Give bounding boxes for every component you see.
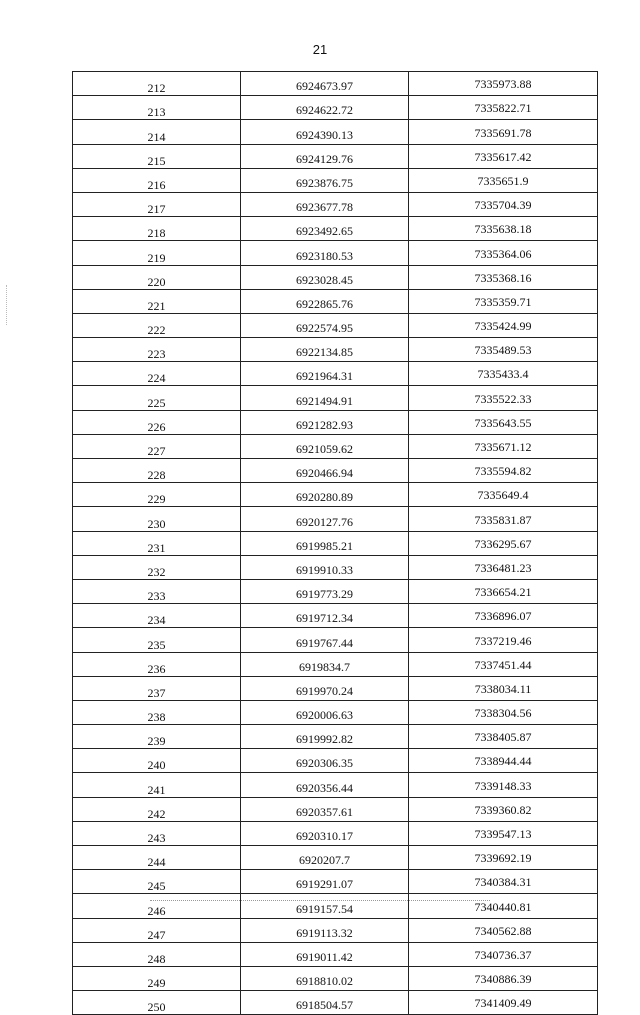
x-coordinate-cell: 6919113.32	[241, 918, 409, 942]
point-number-cell: 230	[73, 507, 241, 531]
y-coordinate-cell: 7335424.99	[409, 313, 598, 337]
x-coordinate-cell: 6923180.53	[241, 241, 409, 265]
table-row	[73, 386, 598, 410]
table-row	[73, 265, 598, 289]
y-coordinate-cell: 7339148.33	[409, 773, 598, 797]
y-coordinate-cell: 7338944.44	[409, 749, 598, 773]
table-row	[73, 676, 598, 700]
x-coordinate-cell: 6920006.63	[241, 700, 409, 724]
table-row	[73, 338, 598, 362]
table-row	[73, 604, 598, 628]
coordinates-table-body	[73, 72, 598, 1015]
table-row	[73, 459, 598, 483]
x-coordinate-cell: 6923492.65	[241, 217, 409, 241]
coordinates-table	[72, 71, 598, 1015]
y-coordinate-cell: 7335691.78	[409, 120, 598, 144]
point-number-cell: 234	[73, 604, 241, 628]
y-coordinate-cell: 7338034.11	[409, 676, 598, 700]
point-number-cell: 216	[73, 168, 241, 192]
point-number-cell: 229	[73, 483, 241, 507]
table-row	[73, 289, 598, 313]
y-coordinate-cell: 7339547.13	[409, 821, 598, 845]
y-coordinate-cell: 7339692.19	[409, 846, 598, 870]
point-number-cell: 224	[73, 362, 241, 386]
point-number-cell: 225	[73, 386, 241, 410]
x-coordinate-cell: 6919767.44	[241, 628, 409, 652]
table-row	[73, 531, 598, 555]
table-row	[73, 846, 598, 870]
page-number: 21	[312, 42, 328, 57]
point-number-cell: 213	[73, 96, 241, 120]
y-coordinate-cell: 7335594.82	[409, 459, 598, 483]
point-number-cell: 223	[73, 338, 241, 362]
point-number-cell: 245	[73, 870, 241, 894]
point-number-cell: 240	[73, 749, 241, 773]
y-coordinate-cell: 7335822.71	[409, 96, 598, 120]
table-row	[73, 773, 598, 797]
table-row	[73, 96, 598, 120]
x-coordinate-cell: 6919834.7	[241, 652, 409, 676]
point-number-cell: 231	[73, 531, 241, 555]
table-row	[73, 144, 598, 168]
point-number-cell: 236	[73, 652, 241, 676]
x-coordinate-cell: 6922574.95	[241, 313, 409, 337]
y-coordinate-cell: 7335364.06	[409, 241, 598, 265]
y-coordinate-cell: 7335831.87	[409, 507, 598, 531]
x-coordinate-cell: 6923876.75	[241, 168, 409, 192]
point-number-cell: 212	[73, 72, 241, 96]
point-number-cell: 214	[73, 120, 241, 144]
y-coordinate-cell: 7338405.87	[409, 725, 598, 749]
y-coordinate-cell: 7335649.4	[409, 483, 598, 507]
point-number-cell: 218	[73, 217, 241, 241]
x-coordinate-cell: 6920466.94	[241, 459, 409, 483]
margin-mark	[6, 285, 17, 325]
point-number-cell: 221	[73, 289, 241, 313]
table-row	[73, 894, 598, 918]
y-coordinate-cell: 7339360.82	[409, 797, 598, 821]
point-number-cell: 232	[73, 555, 241, 579]
x-coordinate-cell: 6924673.97	[241, 72, 409, 96]
point-number-cell: 222	[73, 313, 241, 337]
table-row	[73, 313, 598, 337]
point-number-cell: 246	[73, 894, 241, 918]
table-row	[73, 507, 598, 531]
x-coordinate-cell: 6920310.17	[241, 821, 409, 845]
y-coordinate-cell: 7340562.88	[409, 918, 598, 942]
point-number-cell: 243	[73, 821, 241, 845]
point-number-cell: 241	[73, 773, 241, 797]
x-coordinate-cell: 6921282.93	[241, 410, 409, 434]
y-coordinate-cell: 7335651.9	[409, 168, 598, 192]
point-number-cell: 220	[73, 265, 241, 289]
y-coordinate-cell: 7340736.37	[409, 942, 598, 966]
point-number-cell: 242	[73, 797, 241, 821]
point-number-cell: 233	[73, 579, 241, 603]
x-coordinate-cell: 6922865.76	[241, 289, 409, 313]
table-row	[73, 628, 598, 652]
point-number-cell: 238	[73, 700, 241, 724]
x-coordinate-cell: 6921059.62	[241, 434, 409, 458]
x-coordinate-cell: 6922134.85	[241, 338, 409, 362]
y-coordinate-cell: 7335643.55	[409, 410, 598, 434]
table-row	[73, 72, 598, 96]
point-number-cell: 217	[73, 192, 241, 216]
table-row	[73, 966, 598, 990]
point-number-cell: 228	[73, 459, 241, 483]
y-coordinate-cell: 7335368.16	[409, 265, 598, 289]
x-coordinate-cell: 6918810.02	[241, 966, 409, 990]
table-row	[73, 749, 598, 773]
table-row	[73, 797, 598, 821]
y-coordinate-cell: 7336896.07	[409, 604, 598, 628]
x-coordinate-cell: 6919970.24	[241, 676, 409, 700]
x-coordinate-cell: 6921494.91	[241, 386, 409, 410]
point-number-cell: 226	[73, 410, 241, 434]
x-coordinate-cell: 6919773.29	[241, 579, 409, 603]
point-number-cell: 248	[73, 942, 241, 966]
x-coordinate-cell: 6923677.78	[241, 192, 409, 216]
x-coordinate-cell: 6920280.89	[241, 483, 409, 507]
x-coordinate-cell: 6919992.82	[241, 725, 409, 749]
y-coordinate-cell: 7335522.33	[409, 386, 598, 410]
point-number-cell: 247	[73, 918, 241, 942]
y-coordinate-cell: 7335704.39	[409, 192, 598, 216]
y-coordinate-cell: 7335359.71	[409, 289, 598, 313]
table-row	[73, 217, 598, 241]
point-number-cell: 235	[73, 628, 241, 652]
y-coordinate-cell: 7340440.81	[409, 894, 598, 918]
x-coordinate-cell: 6921964.31	[241, 362, 409, 386]
y-coordinate-cell: 7335973.88	[409, 72, 598, 96]
x-coordinate-cell: 6924390.13	[241, 120, 409, 144]
x-coordinate-cell: 6919157.54	[241, 894, 409, 918]
table-row	[73, 870, 598, 894]
table-row	[73, 483, 598, 507]
y-coordinate-cell: 7336654.21	[409, 579, 598, 603]
x-coordinate-cell: 6924129.76	[241, 144, 409, 168]
y-coordinate-cell: 7341409.49	[409, 991, 598, 1015]
x-coordinate-cell: 6920357.61	[241, 797, 409, 821]
y-coordinate-cell: 7335617.42	[409, 144, 598, 168]
y-coordinate-cell: 7340886.39	[409, 966, 598, 990]
point-number-cell: 215	[73, 144, 241, 168]
point-number-cell: 227	[73, 434, 241, 458]
x-coordinate-cell: 6918504.57	[241, 991, 409, 1015]
x-coordinate-cell: 6924622.72	[241, 96, 409, 120]
table-row	[73, 821, 598, 845]
x-coordinate-cell: 6920356.44	[241, 773, 409, 797]
y-coordinate-cell: 7337451.44	[409, 652, 598, 676]
point-number-cell: 219	[73, 241, 241, 265]
table-row	[73, 579, 598, 603]
table-row	[73, 700, 598, 724]
table-row	[73, 120, 598, 144]
table-row	[73, 168, 598, 192]
y-coordinate-cell: 7335671.12	[409, 434, 598, 458]
y-coordinate-cell: 7337219.46	[409, 628, 598, 652]
x-coordinate-cell: 6919910.33	[241, 555, 409, 579]
y-coordinate-cell: 7336481.23	[409, 555, 598, 579]
table-row	[73, 918, 598, 942]
footer-rule	[150, 900, 490, 901]
table-row	[73, 192, 598, 216]
table-row	[73, 434, 598, 458]
point-number-cell: 249	[73, 966, 241, 990]
y-coordinate-cell: 7338304.56	[409, 700, 598, 724]
table-row	[73, 991, 598, 1015]
table-row	[73, 555, 598, 579]
x-coordinate-cell: 6919985.21	[241, 531, 409, 555]
table-row	[73, 942, 598, 966]
point-number-cell: 239	[73, 725, 241, 749]
table-row	[73, 410, 598, 434]
y-coordinate-cell: 7335638.18	[409, 217, 598, 241]
point-number-cell: 250	[73, 991, 241, 1015]
x-coordinate-cell: 6919011.42	[241, 942, 409, 966]
point-number-cell: 244	[73, 846, 241, 870]
point-number-cell: 237	[73, 676, 241, 700]
table-row	[73, 362, 598, 386]
x-coordinate-cell: 6920306.35	[241, 749, 409, 773]
x-coordinate-cell: 6919712.34	[241, 604, 409, 628]
y-coordinate-cell: 7336295.67	[409, 531, 598, 555]
x-coordinate-cell: 6919291.07	[241, 870, 409, 894]
table-row	[73, 725, 598, 749]
x-coordinate-cell: 6920127.76	[241, 507, 409, 531]
x-coordinate-cell: 6920207.7	[241, 846, 409, 870]
y-coordinate-cell: 7335489.53	[409, 338, 598, 362]
y-coordinate-cell: 7335433.4	[409, 362, 598, 386]
table-row	[73, 652, 598, 676]
x-coordinate-cell: 6923028.45	[241, 265, 409, 289]
y-coordinate-cell: 7340384.31	[409, 870, 598, 894]
table-row	[73, 241, 598, 265]
